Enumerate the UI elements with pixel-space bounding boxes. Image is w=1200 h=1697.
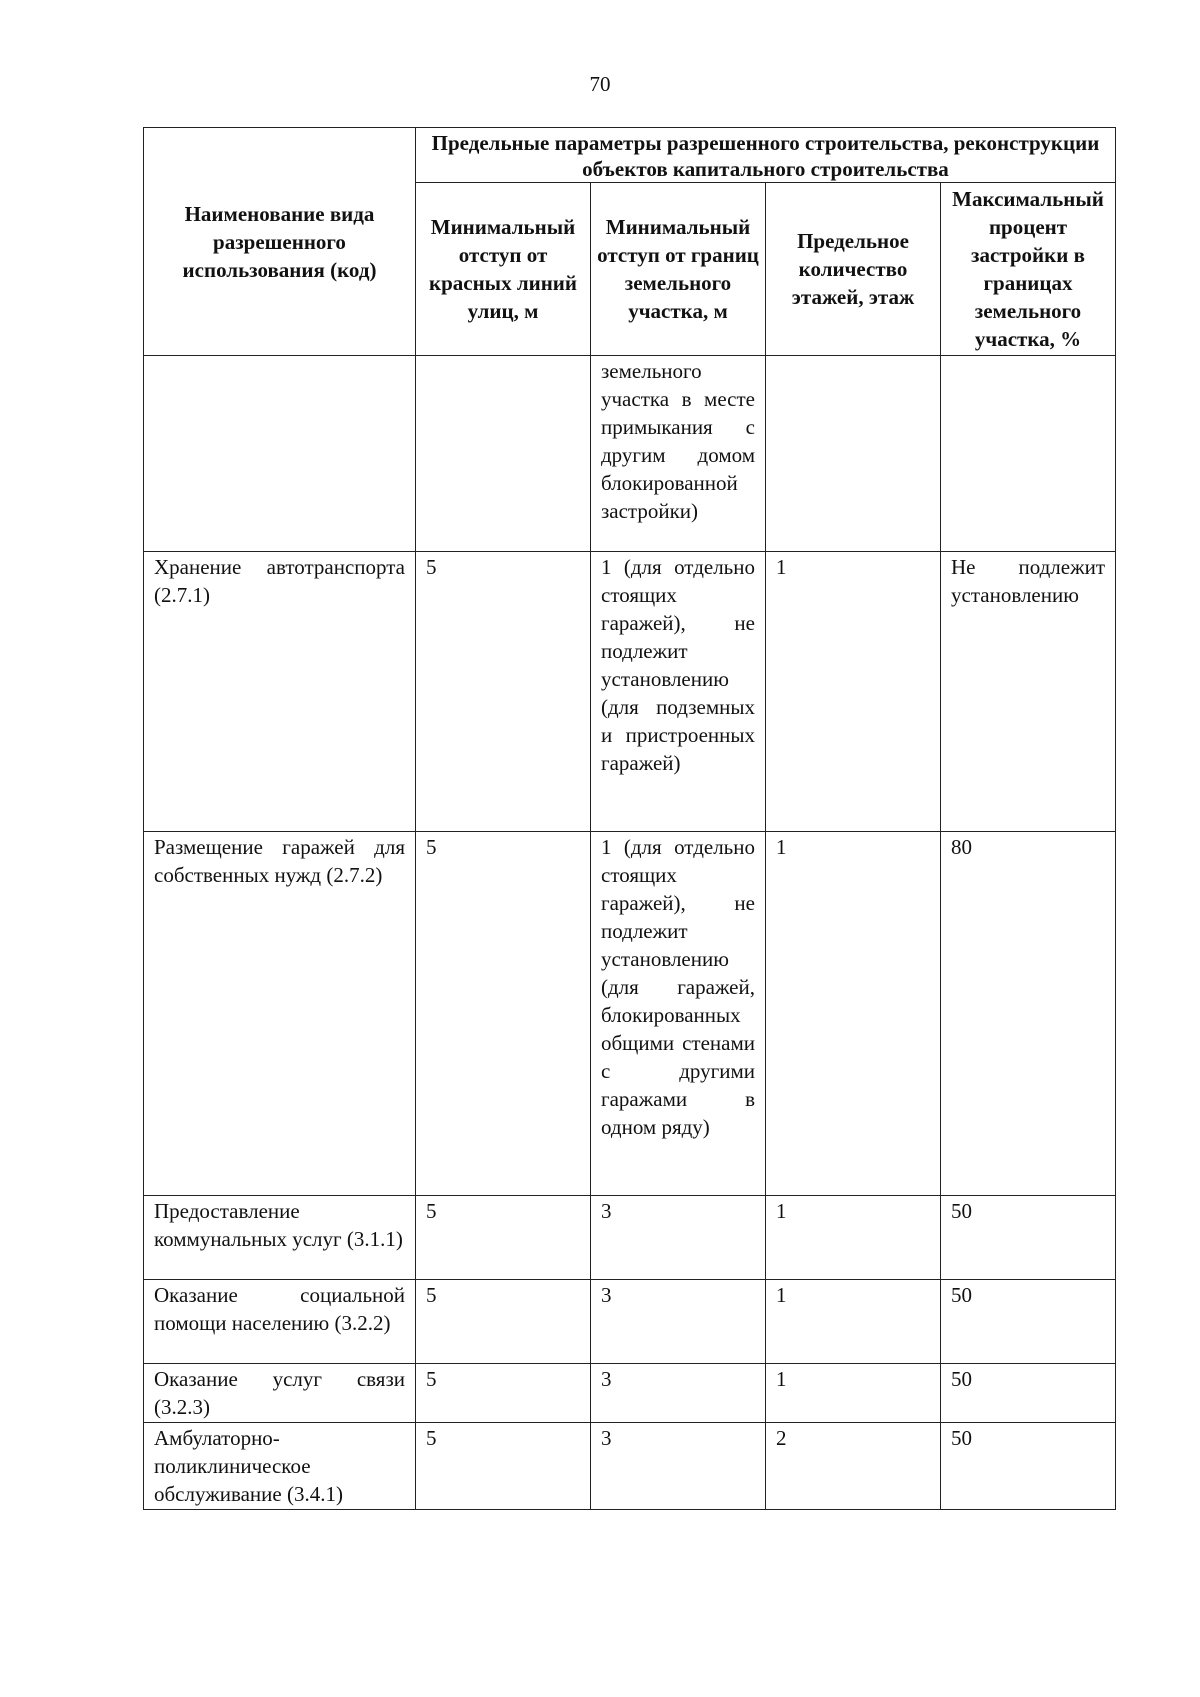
cell-boundary-setback: 3 — [591, 1423, 766, 1510]
cell-boundary-setback: 1 (для отдельно стоящих гаражей), не подлежит установлению (для подземных и пристроенных гаражей) — [591, 552, 766, 832]
cell-boundary-setback: 3 — [591, 1280, 766, 1364]
cell-boundary-setback: 3 — [591, 1364, 766, 1423]
cell-red-line-setback — [416, 356, 591, 552]
header-group-title: Предельные параметры разрешенного строительства, реконструкции объектов капитального строительства — [416, 128, 1116, 183]
cell-max-coverage: Не подлежит установлению — [941, 552, 1116, 832]
cell-name — [144, 356, 416, 552]
cell-max-coverage: 50 — [941, 1423, 1116, 1510]
cell-floors — [766, 356, 941, 552]
cell-floors: 1 — [766, 832, 941, 1196]
cell-floors: 1 — [766, 552, 941, 832]
cell-red-line-setback: 5 — [416, 552, 591, 832]
cell-max-coverage: 80 — [941, 832, 1116, 1196]
cell-max-coverage: 50 — [941, 1196, 1116, 1280]
cell-name: Амбулаторно-поликлиническое обслуживание (3.4.1) — [144, 1423, 416, 1510]
cell-name: Хранение автотранспорта (2.7.1) — [144, 552, 416, 832]
table-row — [144, 1364, 1116, 1423]
header-boundary-setback: Минимальный отступ от границ земельного участка, м — [591, 183, 766, 356]
cell-floors: 1 — [766, 1364, 941, 1423]
header-red-line-setback: Минимальный отступ от красных линий улиц, м — [416, 183, 591, 356]
cell-name: Оказание услуг связи (3.2.3) — [144, 1364, 416, 1423]
cell-max-coverage — [941, 356, 1116, 552]
cell-max-coverage: 50 — [941, 1364, 1116, 1423]
table-row — [144, 1423, 1116, 1510]
parameters-table — [143, 127, 1116, 1510]
cell-name: Предоставление коммунальных услуг (3.1.1) — [144, 1196, 416, 1280]
cell-red-line-setback: 5 — [416, 832, 591, 1196]
cell-name: Размещение гаражей для собственных нужд (2.7.2) — [144, 832, 416, 1196]
cell-boundary-setback: земельного участка в месте примыкания с другим домом блокированной застройки) — [591, 356, 766, 552]
table-row — [144, 832, 1116, 1196]
cell-max-coverage: 50 — [941, 1280, 1116, 1364]
table-row — [144, 552, 1116, 832]
cell-red-line-setback: 5 — [416, 1280, 591, 1364]
cell-floors: 1 — [766, 1196, 941, 1280]
header-max-coverage: Максимальный процент застройки в границах земельного участка, % — [941, 183, 1116, 356]
cell-boundary-setback: 1 (для отдельно стоящих гаражей), не подлежит установлению (для гаражей, блокированных общими стенами с другими гаражами в одном ряду) — [591, 832, 766, 1196]
header-name-column: Наименование вида разрешенного использования (код) — [144, 128, 416, 356]
table-row — [144, 356, 1116, 552]
cell-red-line-setback: 5 — [416, 1196, 591, 1280]
cell-floors: 1 — [766, 1280, 941, 1364]
cell-name: Оказание социальной помощи населению (3.2.2) — [144, 1280, 416, 1364]
cell-red-line-setback: 5 — [416, 1423, 591, 1510]
header-max-floors: Предельное количество этажей, этаж — [766, 183, 941, 356]
cell-red-line-setback: 5 — [416, 1364, 591, 1423]
table-row — [144, 1280, 1116, 1364]
cell-floors: 2 — [766, 1423, 941, 1510]
table-row — [144, 1196, 1116, 1280]
header-row-group — [144, 128, 1116, 183]
page-number: 70 — [589, 72, 611, 96]
cell-boundary-setback: 3 — [591, 1196, 766, 1280]
